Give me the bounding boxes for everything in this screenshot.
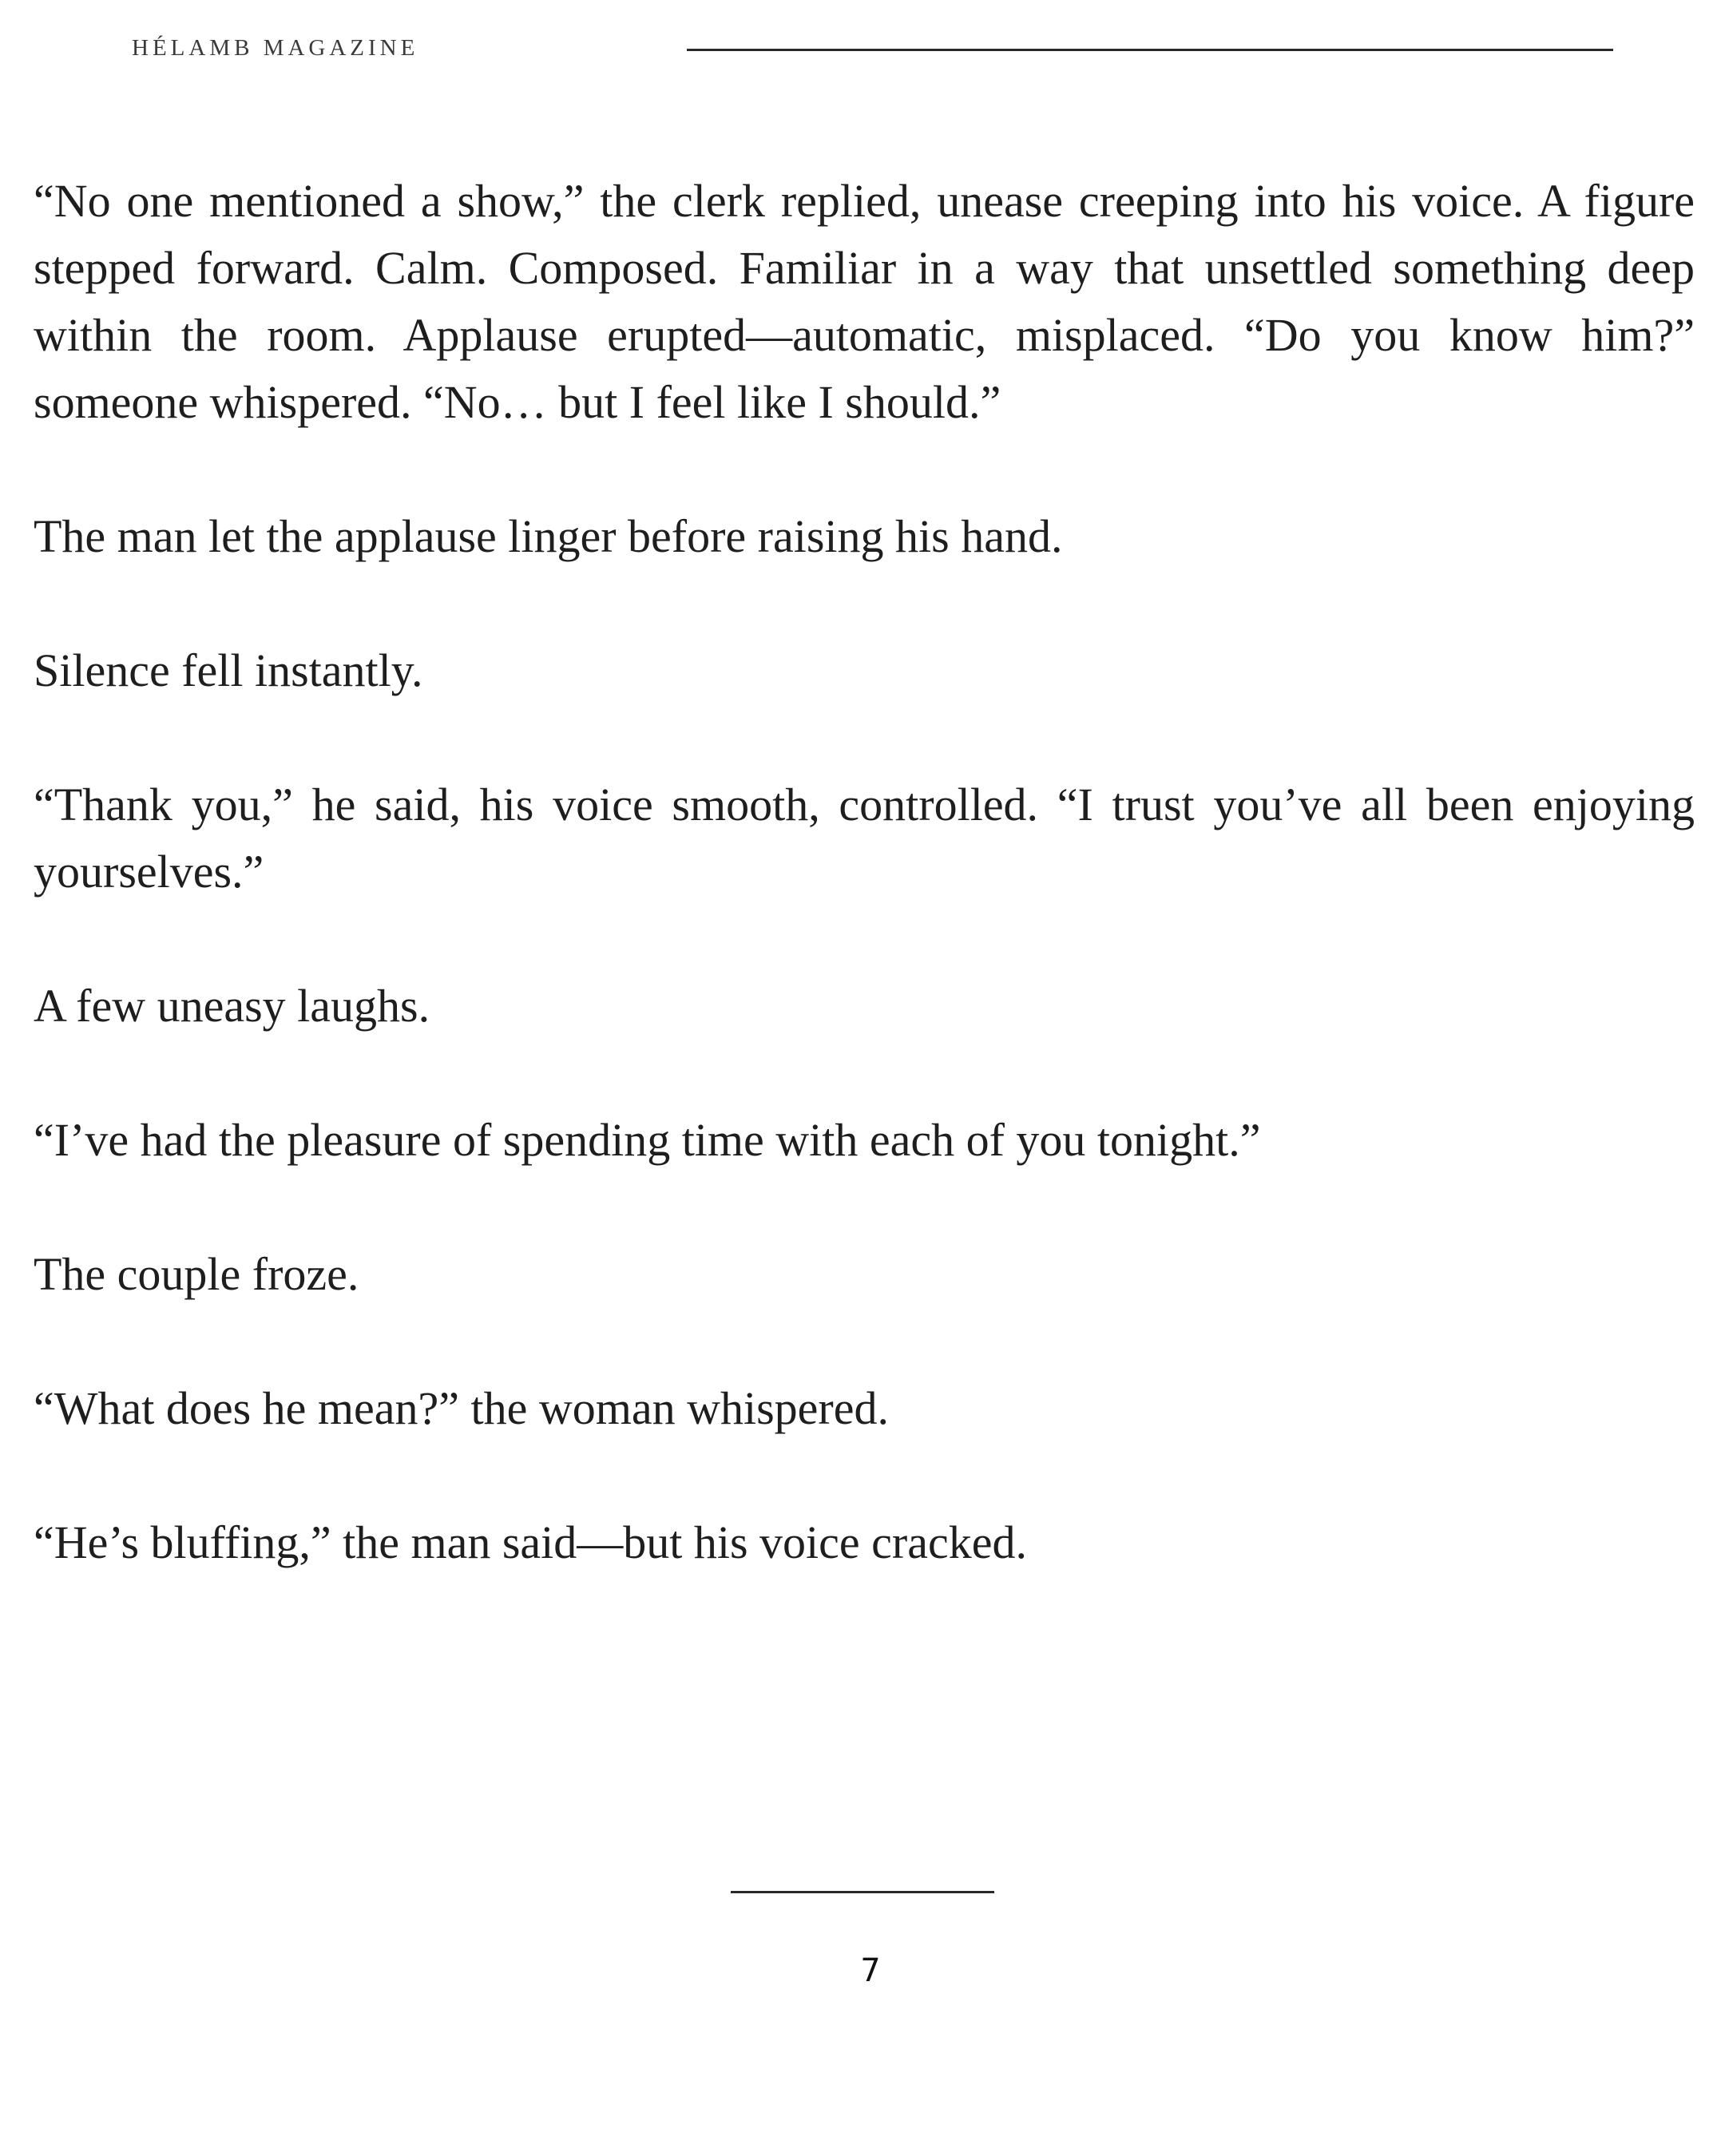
magazine-masthead: HÉLAMB MAGAZINE [132,35,419,61]
paragraph: “No one mentioned a show,” the clerk replied, unease creeping into his voice. A figure stepped forward. Calm. Composed. Familiar in a way that unsettled something deep within the room. Applause erupted—automatic, misplaced. “Do you know him?” someone whispered. “No… but I feel like I should.” [34,175,1695,428]
paragraph: Silence fell instantly. [34,644,423,696]
paragraph: “I’ve had the pleasure of spending time with each of you tonight.” [34,1114,1261,1166]
header-divider [687,49,1613,51]
paragraph: The couple froze. [34,1248,359,1300]
paragraph: “Thank you,” he said, his voice smooth, controlled. “I trust you’ve all been enjoying yourselves.” [34,779,1695,898]
footer-divider [731,1891,994,1893]
paragraph: The man let the applause linger before raising his hand. [34,510,1063,562]
paragraph: A few uneasy laughs. [34,980,430,1032]
article-body [34,168,1695,1643]
page-header [0,0,1725,96]
page-number: 7 [860,1952,881,1989]
paragraph: “What does he mean?” the woman whispered. [34,1382,889,1434]
paragraph: “He’s bluffing,” the man said—but his voice cracked. [34,1516,1027,1568]
